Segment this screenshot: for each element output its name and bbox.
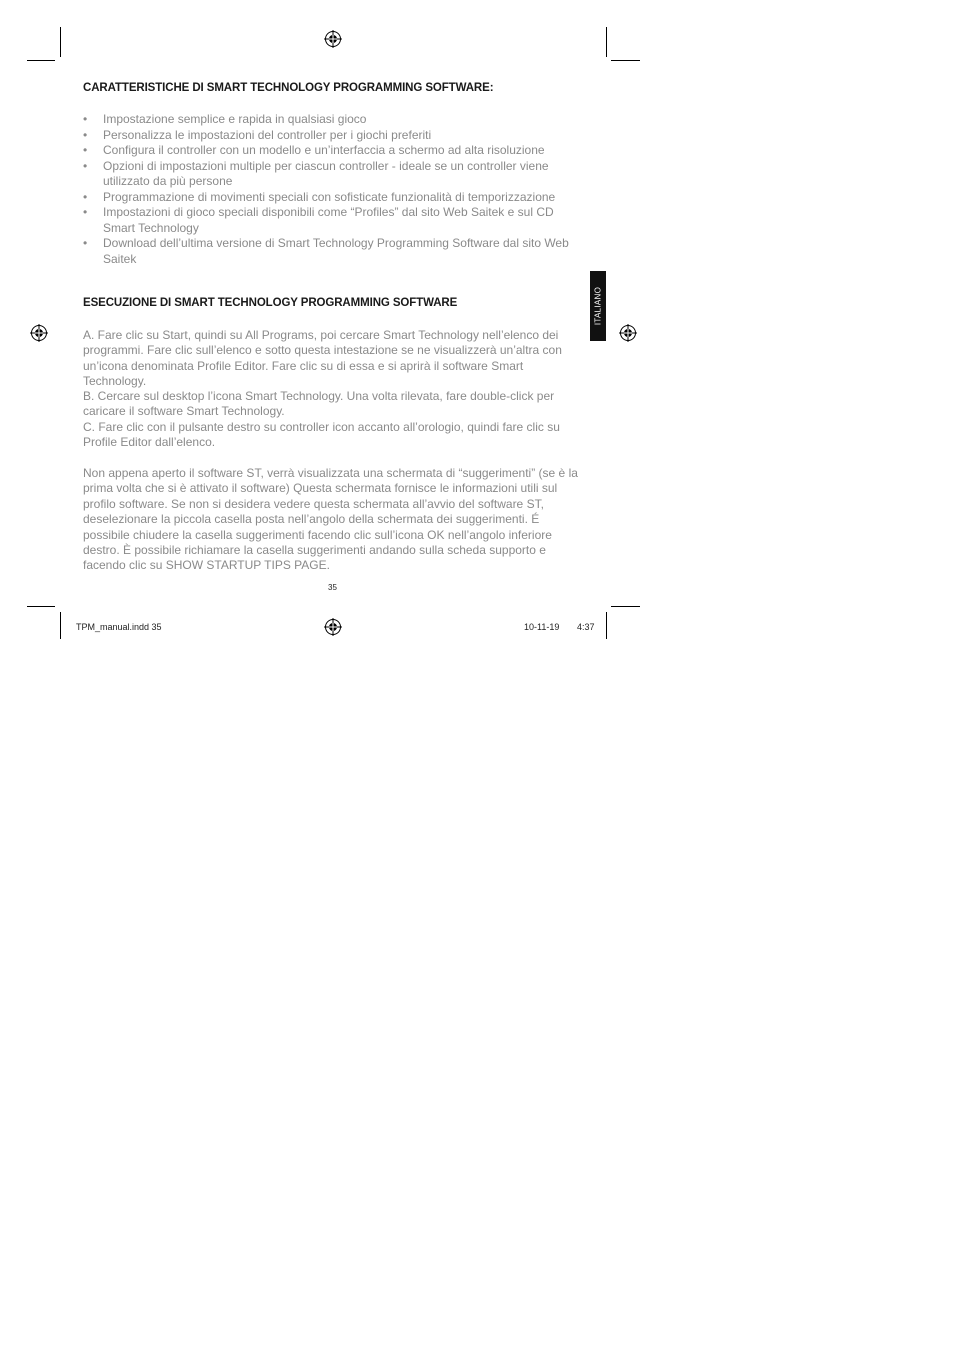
registration-mark-icon xyxy=(619,324,637,342)
crop-mark xyxy=(60,27,61,57)
list-item: • Impostazioni di gioco speciali disponibili come “Profiles” dal sito Web Saitek e sul CD Smart Technology xyxy=(83,205,588,236)
list-item: • Configura il controller con un modello e un’interfaccia a schermo ad alta risoluzione xyxy=(83,143,588,159)
list-item: • Download dell’ultima versione di Smart Technology Programming Software dal sito Web Saitek xyxy=(83,236,588,267)
crop-mark xyxy=(606,27,607,57)
crop-mark xyxy=(611,60,640,61)
language-tab-label: ITALIANO xyxy=(593,286,603,326)
crop-mark xyxy=(27,60,55,61)
tips-paragraph: Non appena aperto il software ST, verrà visualizzata una schermata di “suggerimenti” (se è la prima volta che si è attivato il software) Questa schermata fornisce le informazioni utili sul profilo software. Se non si desidera vedere questa schermata all’avvio del software ST, deselezionare la piccola casella posta nell’angolo della schermata dei suggerimenti. É possibile chiudere la casella suggerimenti facendo clic sull’icona OK nell’angolo inferiore destro. È possibile richiamare la casella suggerimenti andando sulla scheda supporto e facendo clic su SHOW STARTUP TIPS PAGE. xyxy=(83,466,578,573)
slug-time: 4:37 xyxy=(577,622,595,632)
registration-mark-icon xyxy=(30,324,48,342)
step-c-text: C. Fare clic con il pulsante destro su controller icon accanto all’orologio, quindi fare clic su Profile Editor dall’elenco. xyxy=(83,420,560,450)
crop-mark xyxy=(60,612,61,639)
slug-date: 10-11-19 xyxy=(524,622,560,632)
page-number: 35 xyxy=(328,583,337,592)
list-item: • Programmazione di movimenti speciali con sofisticate funzionalità di temporizzazione xyxy=(83,190,588,206)
step-a-text: A. Fare clic su Start, quindi su All Programs, poi cercare Smart Technology nell’elenco dei programmi. Fare clic sull’elenco e sotto questa intestazione se ne visualizzerà un’altra con un’icona denominata Profile Editor. Fare clic su di essa e si aprirà il software Smart Technology. xyxy=(83,328,562,389)
feature-list xyxy=(83,112,588,267)
section-heading-execution: ESECUZIONE DI SMART TECHNOLOGY PROGRAMMING SOFTWARE xyxy=(83,297,458,309)
crop-mark xyxy=(606,612,607,639)
registration-mark-icon xyxy=(324,618,342,636)
list-item: • Impostazione semplice e rapida in qualsiasi gioco xyxy=(83,112,588,128)
crop-mark xyxy=(611,606,640,607)
list-item: • Personalizza le impostazioni del controller per i giochi preferiti xyxy=(83,128,588,144)
list-item: • Opzioni di impostazioni multiple per ciascun controller - ideale se un controller viene utilizzato da più persone xyxy=(83,159,588,190)
language-tab xyxy=(590,271,606,341)
registration-mark-icon xyxy=(324,30,342,48)
slug-filename: TPM_manual.indd 35 xyxy=(76,622,162,632)
section-heading-features: CARATTERISTICHE DI SMART TECHNOLOGY PROGRAMMING SOFTWARE: xyxy=(83,82,494,94)
step-b-text: B. Cercare sul desktop l’icona Smart Technology. Una volta rilevata, fare double-click per caricare il software Smart Technology. xyxy=(83,389,555,419)
crop-mark xyxy=(27,606,55,607)
